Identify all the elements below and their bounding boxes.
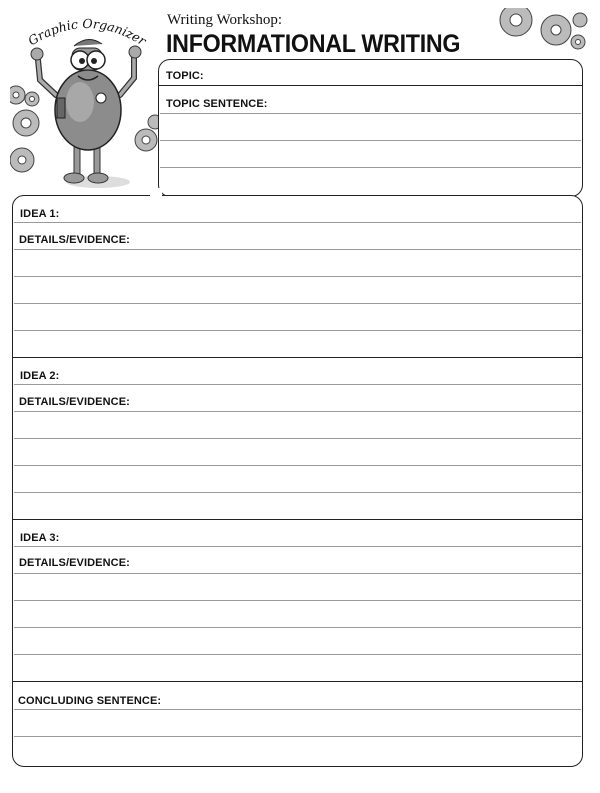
writing-line [14,709,581,710]
writing-line [14,600,581,601]
concluding-sentence-label: CONCLUDING SENTENCE: [18,695,162,707]
writing-line [14,465,581,466]
page-title: INFORMATIONAL WRITING [166,30,461,58]
section-divider [12,357,583,358]
topic-label: TOPIC: [166,70,204,82]
topic-sentence-label: TOPIC SENTENCE: [166,98,268,110]
topic-box [158,59,583,197]
writing-line [14,222,581,223]
writing-line [14,249,581,250]
topic-divider [158,85,583,86]
graphic-organizer-badge [12,8,162,56]
idea-1-details-label: DETAILS/EVIDENCE: [19,234,130,246]
idea-2-details-label: DETAILS/EVIDENCE: [19,396,130,408]
section-divider [12,681,583,682]
writing-line [14,438,581,439]
writing-line [14,384,581,385]
idea-3-details-label: DETAILS/EVIDENCE: [19,557,130,569]
writing-line [14,276,581,277]
writing-line [160,113,581,114]
idea-3-label: IDEA 3: [20,532,60,544]
page-subtitle: Writing Workshop: [167,12,282,28]
svg-text:Graphic Organizer [25,16,149,49]
writing-line [14,411,581,412]
idea-2-label: IDEA 2: [20,370,60,382]
corner-mask [150,188,162,198]
writing-line [14,303,581,304]
writing-line [14,330,581,331]
writing-line [160,140,581,141]
gear-icon [494,8,590,50]
writing-line [160,167,581,168]
writing-line [14,654,581,655]
writing-line [14,736,581,737]
writing-line [14,627,581,628]
badge-text: Graphic Organizer [25,15,149,49]
writing-line [14,573,581,574]
idea-1-label: IDEA 1: [20,208,60,220]
writing-line [14,546,581,547]
section-divider [12,519,583,520]
writing-line [14,492,581,493]
